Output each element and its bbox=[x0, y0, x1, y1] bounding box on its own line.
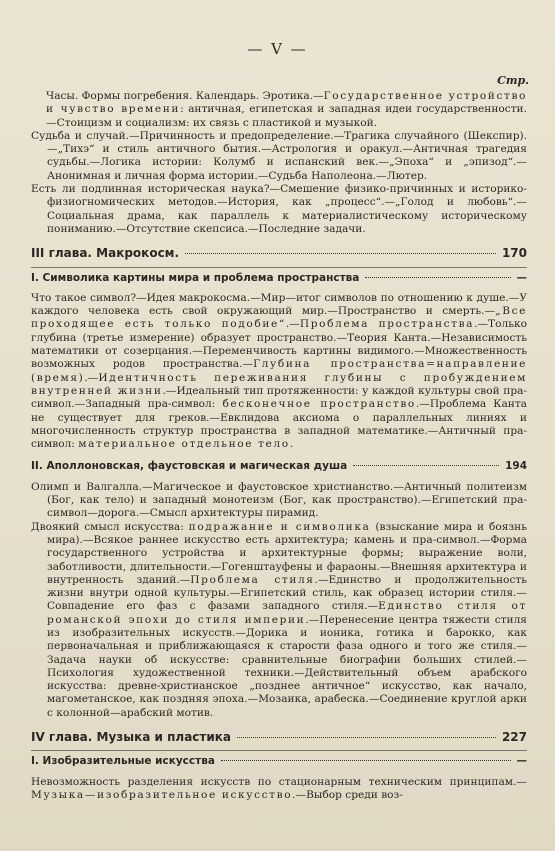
toc-spaced-text: Единство стиля от романской эпохи до стиля империи bbox=[47, 600, 527, 626]
toc-paragraph bbox=[31, 90, 527, 130]
toc-spaced-text: подражание и символика bbox=[188, 520, 371, 533]
toc-text: : античная, египетская и западная идеи государственности.—Стоицизм и социализм: их связь с пластикой и музыкой. bbox=[46, 103, 527, 129]
chapter-page-number: 170 bbox=[501, 246, 527, 261]
chapter-page-number: 227 bbox=[501, 730, 527, 745]
section-title: II. Аполлоновская, фаустовская и магическая душа bbox=[31, 460, 348, 473]
dot-leader bbox=[221, 760, 511, 761]
toc-text: (взыскание мира и боязнь мира).—Всякое раннее искусство есть архитектура; камень и пра-символ.—Форма государственного устройства и архитектурные формы; выражение воли, заботливости, длительности.—Гогенштауфены и фараоны.—Внешняя архитектура и внутренность зданий.— bbox=[47, 520, 528, 586]
toc-paragraph: Олимп и Валгалла.—Магическое и фаустовское христианство.—Античный политеизм (Бог, как тело) и западный монотеизм (Бог, как пространство).—Египетский пра-символ—дорога.—Смысл архитектуры пирамид. bbox=[31, 480, 527, 520]
toc-paragraph bbox=[31, 776, 527, 803]
toc-spaced-text: Проблема стиля bbox=[190, 573, 315, 586]
toc-spaced-text: Музыка—изобразительное искусство bbox=[31, 788, 293, 801]
page-column-label: Стр. bbox=[497, 74, 529, 87]
toc-paragraph bbox=[31, 521, 527, 720]
toc-text: .—Только глубина (третье измерение) образует пространство.—Теория Канта.—Независимость математики от созерцания.—Переменчивость картины видимого.—Множественность возможных родов пространства.— bbox=[31, 318, 527, 371]
chapter-heading-4 bbox=[31, 731, 527, 744]
section-page-number: — bbox=[516, 271, 527, 284]
chapter-heading-3 bbox=[31, 247, 527, 260]
toc-paragraph: Есть ли подлинная историческая наука?—Смешение физико-причинных и историко-физиогномических методов.—История, как „процесс“.—„Голод и любовь“.—Социальная драма, как параллель к материалистическому историческому пониманию.—Отсутствие скепсиса.—Последние задачи. bbox=[31, 183, 527, 235]
section-page-number: 194 bbox=[505, 460, 527, 473]
toc-spaced-text: Проблема пространства bbox=[299, 318, 475, 331]
page-folio: — V — bbox=[247, 40, 308, 58]
toc-paragraph bbox=[31, 292, 527, 452]
section-title: I. Символика картины мира и проблема пространства bbox=[31, 271, 360, 284]
toc-text: Двоякий смысл искусства: bbox=[31, 520, 189, 533]
toc-text: .—Проблема Канта не существует для греков.—Евклидова аксиома о параллельных линиях и многочисленность структур пространства в западной математике.—Античный пра-символ: bbox=[31, 398, 527, 451]
dot-leader bbox=[353, 465, 499, 466]
chapter-title: III глава. Макрокосм. bbox=[31, 246, 180, 261]
toc-text: .—Выбор среди воз- bbox=[292, 788, 403, 801]
section-title: I. Изобразительные искусства bbox=[31, 755, 215, 768]
section-heading bbox=[31, 272, 527, 285]
toc-text: .— bbox=[84, 371, 99, 384]
toc-spaced-text: Идентичность переживания глубины с пробуждением внутренней жизни bbox=[31, 371, 527, 397]
section-heading bbox=[31, 755, 527, 768]
toc-text: .—Идеальный тип протяженности: у каждой культуры свой пра-символ.—Западный пра-символ: bbox=[31, 384, 527, 411]
toc-spaced-text: „Все проходящее есть только подобие“ bbox=[31, 305, 527, 331]
chapter-title: IV глава. Музыка и пластика bbox=[31, 730, 232, 745]
dot-leader bbox=[237, 737, 496, 738]
toc-text: .— bbox=[285, 318, 300, 331]
toc-text: Невозможность разделения искусств по стационарным техническим принципам.— bbox=[31, 775, 527, 788]
dot-leader bbox=[365, 277, 510, 278]
section-page-number: — bbox=[516, 755, 527, 768]
section-heading bbox=[31, 460, 527, 473]
toc-text: .—Перенесение центра тяжести стиля из изобразительных искусств.—Дорика и ионика, готика и барокко, как первоначальная и приближающаяся к старости фаза одного и того же стиля.—Задача науки об искусстве: сравнительные биографии больших стилей.—Психология художественной техники.—Действительный объем арабского искусства: древне-христианское „позднее античное“ искусство, как начало, магометанское, как поздняя эпоха.—Мозаика, арабеска.—Соединение круглой арки с колонной—арабский мотив. bbox=[47, 613, 527, 719]
toc-text: Что такое символ?—Идея макрокосма.—Мир—итог символов по отношению к душе.—У каждого человека есть свой окружающий мир.—Пространство и смерть.— bbox=[31, 291, 527, 318]
divider bbox=[31, 750, 527, 751]
toc-spaced-text: Глубина пространства=направление (время) bbox=[31, 358, 528, 384]
toc-spaced-text: Государственное устройство и чувство времени bbox=[46, 90, 527, 116]
toc-text: Часы. Формы погребения. Календарь. Эротика.— bbox=[46, 90, 324, 102]
toc-text: . bbox=[289, 438, 294, 451]
toc-text: .—Единство и продолжительность жизни внутри одной культуры.—Египетский стиль, как образец истории стиля.—Совпадение его фаз с фазами западного стиля.— bbox=[47, 573, 528, 613]
dot-leader bbox=[185, 253, 496, 254]
divider bbox=[31, 267, 527, 268]
toc-spaced-text: материальное отдельное тело bbox=[78, 438, 290, 451]
table-of-contents bbox=[31, 90, 527, 802]
toc-spaced-text: бесконечное пространство bbox=[222, 398, 416, 411]
toc-paragraph: Судьба и случай.—Причинность и предопределение.—Трагика случайного (Шекспир).—„Тихэ“ и стиль античного бытия.—Астрология и оракул.—Античная трагедия судьбы.—Логика истории: Колумб и испанский век.—„Эпоха“ и „эпизод“.—Анонимная и личная форма истории.—Судьба Наполеона.—Лютер. bbox=[31, 129, 527, 182]
